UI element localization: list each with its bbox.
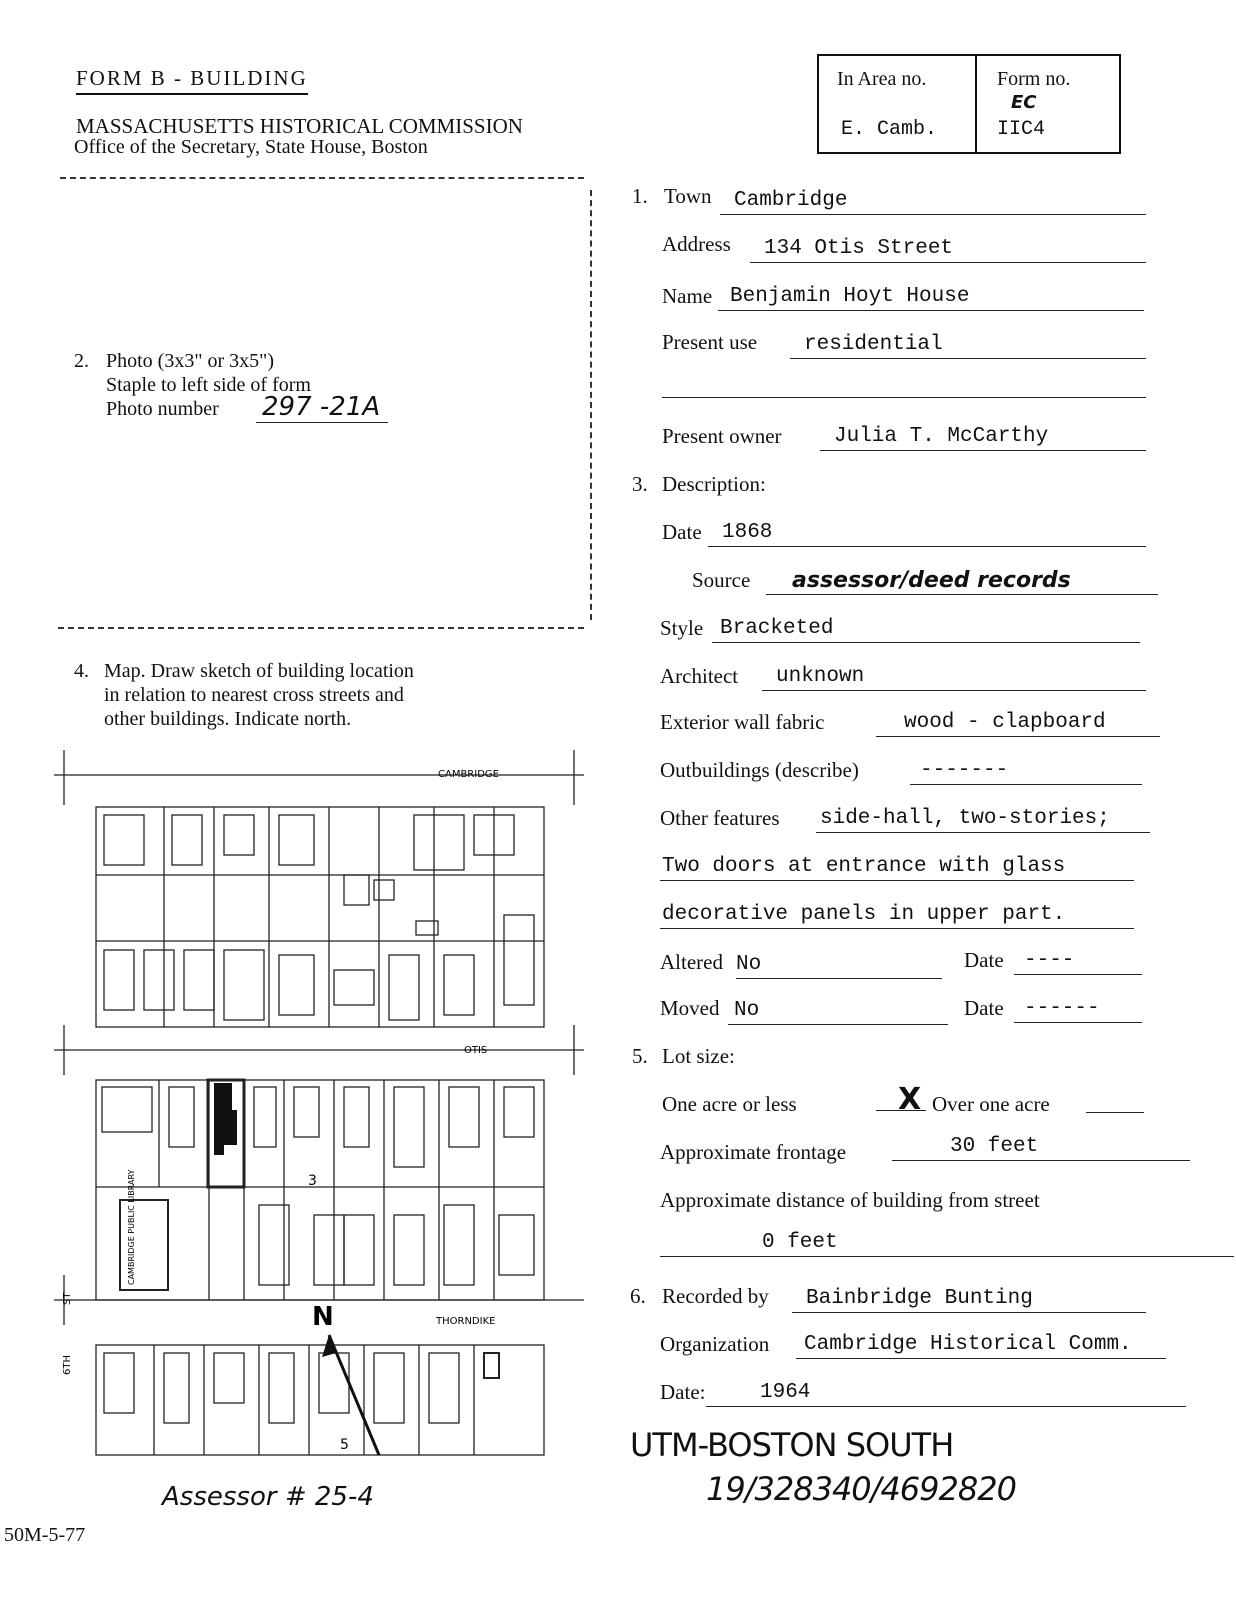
recorded-date-value: 1964 <box>706 1380 1186 1407</box>
section-6-num: 6. <box>630 1284 646 1308</box>
altered-value: No <box>736 952 942 979</box>
other-label: Other features <box>660 806 780 830</box>
date-value: 1868 <box>708 520 1146 547</box>
photo-number: 297 -21A <box>256 392 388 423</box>
subject-building <box>214 1083 237 1155</box>
frontage-value: 30 feet <box>892 1134 1190 1161</box>
use-extra-line <box>662 397 1146 398</box>
form-box <box>973 54 1121 154</box>
date-label: Date <box>662 520 702 544</box>
altered-label: Altered <box>660 950 723 974</box>
recorded-value: Bainbridge Bunting <box>792 1286 1146 1313</box>
block-label-2: 5 <box>340 1437 349 1453</box>
moved-date-value: ------ <box>1014 996 1142 1023</box>
area-box <box>817 54 977 154</box>
outbuildings-label: Outbuildings (describe) <box>660 758 859 782</box>
use-value: residential <box>790 332 1146 359</box>
area-label: In Area no. <box>837 68 927 90</box>
utm-line2: 19/328340/4692820 <box>706 1470 1016 1508</box>
photo-frame-top <box>60 177 584 179</box>
form-label: Form no. <box>997 68 1071 90</box>
wall-label: Exterior wall fabric <box>660 710 825 734</box>
style-value: Bracketed <box>712 616 1140 643</box>
recorded-date-label: Date: <box>660 1380 706 1404</box>
moved-date-label: Date <box>964 996 1004 1020</box>
photo-num: 2. <box>74 350 89 372</box>
distance-label: Approximate distance of building from street <box>660 1188 1040 1212</box>
photo-line2: Staple to left side of form <box>106 374 311 396</box>
wall-value: wood - clapboard <box>876 710 1160 737</box>
street-otis: OTIS <box>464 1045 488 1056</box>
street-thorndike: THORNDIKE <box>436 1316 496 1327</box>
recorded-label: Recorded by <box>662 1284 769 1308</box>
moved-label: Moved <box>660 996 720 1020</box>
photo-line1: Photo (3x3" or 3x5") <box>106 350 274 372</box>
other-value-1: side-hall, two-stories; <box>816 806 1150 833</box>
outbuildings-value: ------- <box>910 758 1142 785</box>
photo-frame-bottom <box>58 627 584 629</box>
street-cambridge: CAMBRIDGE <box>438 769 499 780</box>
over-acre-line <box>1086 1112 1144 1113</box>
altered-date-value: ---- <box>1014 948 1142 975</box>
street-st: ST <box>62 1292 73 1305</box>
lot-label: Lot size: <box>662 1044 735 1068</box>
utm-line1: UTM-BOSTON SOUTH <box>630 1426 954 1464</box>
frontage-label: Approximate frontage <box>660 1140 847 1164</box>
org-label: Organization <box>660 1332 770 1356</box>
source-value: assessor/deed records <box>766 568 1158 595</box>
address-value: 134 Otis Street <box>750 236 1146 263</box>
photo-line3: Photo number <box>106 398 219 420</box>
owner-label: Present owner <box>662 424 782 448</box>
over-acre-label: Over one acre <box>932 1092 1050 1116</box>
map-num: 4. <box>74 660 89 682</box>
office-line: Office of the Secretary, State House, Boston <box>74 136 428 158</box>
style-label: Style <box>660 616 704 640</box>
form-value-hand: EC <box>1011 92 1037 113</box>
map-line2: in relation to nearest cross streets and <box>104 684 404 706</box>
library-label: CAMBRIDGE PUBLIC LIBRARY <box>127 1169 136 1285</box>
one-acre-mark: X <box>898 1082 922 1117</box>
architect-label: Architect <box>660 664 739 688</box>
desc-label: Description: <box>662 472 766 496</box>
moved-value: No <box>728 998 948 1025</box>
name-value: Benjamin Hoyt House <box>718 284 1144 311</box>
section-5-num: 5. <box>632 1044 648 1068</box>
north-label: N <box>312 1302 334 1332</box>
section-1-num: 1. <box>632 184 648 208</box>
other-value-3: decorative panels in upper part. <box>660 902 1134 929</box>
address-label: Address <box>662 232 731 256</box>
org-value: Cambridge Historical Comm. <box>796 1332 1166 1359</box>
source-label: Source <box>692 568 751 592</box>
section-3-num: 3. <box>632 472 648 496</box>
org-name: MASSACHUSETTS HISTORICAL COMMISSION <box>76 114 523 138</box>
area-value: E. Camb. <box>841 118 938 141</box>
name-label: Name <box>662 284 713 308</box>
street-sixth: 6TH <box>62 1355 73 1375</box>
town-label: Town <box>664 184 712 208</box>
block-label: 3 <box>308 1173 317 1189</box>
north-arrow-shaft <box>329 1335 379 1455</box>
form-value: IIC4 <box>997 118 1046 141</box>
site-map <box>44 745 596 1475</box>
form-title: FORM B - BUILDING <box>76 66 308 95</box>
map-line1: Map. Draw sketch of building location <box>104 660 414 682</box>
altered-date-label: Date <box>964 948 1004 972</box>
use-label: Present use <box>662 330 758 354</box>
owner-value: Julia T. McCarthy <box>820 424 1146 451</box>
one-acre-label: One acre or less <box>662 1092 797 1116</box>
architect-value: unknown <box>762 664 1146 691</box>
footer-code: 50M-5-77 <box>4 1524 86 1546</box>
photo-frame-right <box>590 190 592 620</box>
other-value-2: Two doors at entrance with glass <box>660 854 1134 881</box>
map-line3: other buildings. Indicate north. <box>104 708 352 730</box>
town-value: Cambridge <box>720 188 1146 215</box>
assessor-note: Assessor # 25-4 <box>162 1482 374 1512</box>
distance-value: 0 feet <box>660 1230 1234 1257</box>
